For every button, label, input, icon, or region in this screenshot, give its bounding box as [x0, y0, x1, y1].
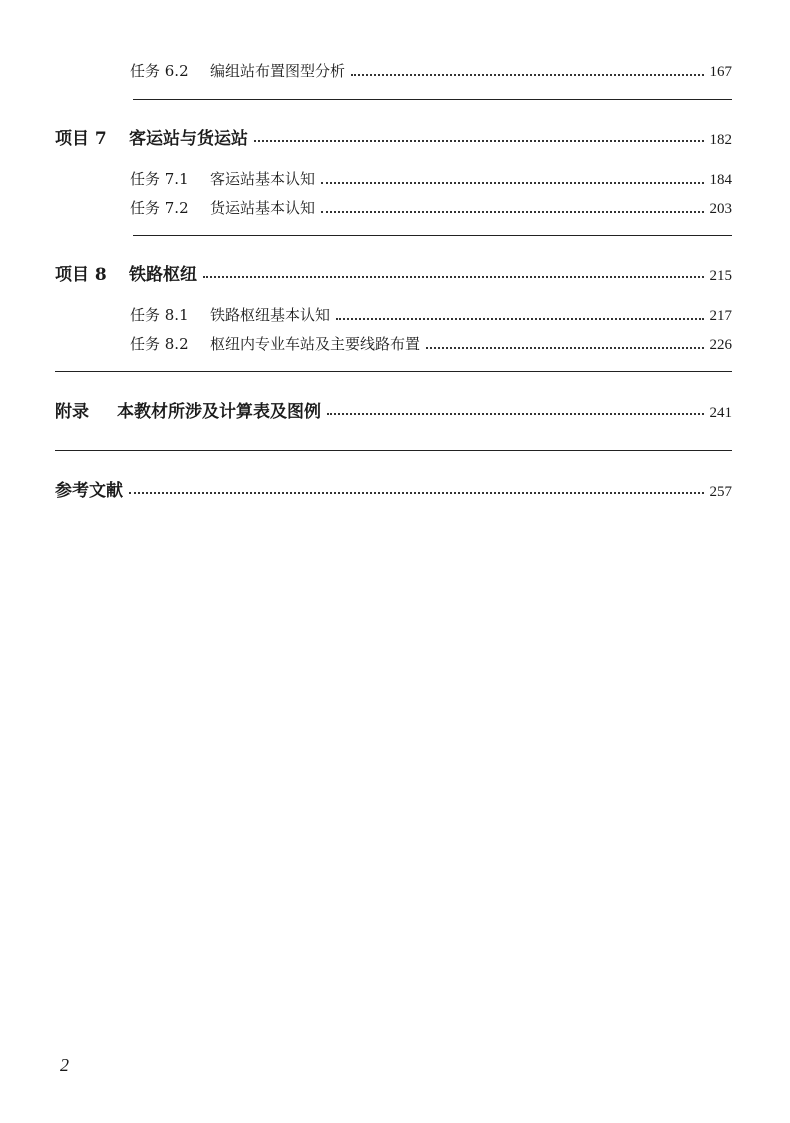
toc-entry-title: 铁路枢纽 — [129, 265, 197, 285]
dot-leader — [203, 276, 704, 278]
toc-entry-page: 241 — [709, 405, 732, 421]
toc-entry-page: 215 — [709, 268, 732, 284]
toc-entry-title: 枢纽内专业车站及主要线路布置 — [210, 335, 421, 353]
dot-leader — [327, 413, 704, 415]
toc-entry-title: 货运站基本认知 — [210, 199, 316, 217]
toc-entry-title: 本教材所涉及计算表及图例 — [117, 402, 321, 422]
dot-leader — [351, 74, 703, 76]
toc-entry-number: 项目 7 — [55, 129, 107, 149]
toc-entry-number: 任务 7.1 — [130, 170, 189, 188]
toc-entry-title: 客运站与货运站 — [129, 129, 248, 149]
toc-entry-task-7-1[interactable] — [130, 168, 732, 189]
dot-leader — [254, 140, 704, 142]
toc-entry-page: 203 — [709, 201, 732, 217]
dot-leader — [321, 182, 703, 184]
page-number: 2 — [60, 1055, 69, 1075]
toc-entry-page: 184 — [709, 172, 732, 188]
toc-entry-page: 226 — [709, 337, 732, 353]
toc-entry-number: 任务 8.2 — [130, 335, 189, 353]
toc-entry-title: 铁路枢纽基本认知 — [210, 306, 331, 324]
toc-entry-title: 客运站基本认知 — [210, 170, 316, 188]
section-divider — [133, 235, 732, 236]
toc-entry-appendix[interactable] — [55, 397, 732, 422]
toc-entry-page: 182 — [709, 132, 732, 148]
toc-entry-task-8-1[interactable] — [130, 304, 732, 325]
dot-leader — [336, 318, 703, 320]
toc-entry-page: 167 — [709, 64, 732, 80]
toc-entry-task-8-2[interactable] — [130, 333, 732, 354]
dot-leader — [426, 347, 703, 349]
toc-entry-number: 任务 7.2 — [130, 199, 189, 217]
dot-leader — [321, 211, 703, 213]
section-divider — [55, 371, 732, 372]
dot-leader — [129, 492, 704, 494]
toc-entry-number: 任务 8.1 — [130, 306, 189, 324]
toc-entry-task-7-2[interactable] — [130, 197, 732, 218]
section-divider — [55, 450, 732, 451]
toc-entry-number: 项目 8 — [55, 265, 107, 285]
toc-entry-number: 任务 6.2 — [130, 62, 189, 80]
toc-entry-page: 217 — [709, 308, 732, 324]
toc-entry-number: 附录 — [55, 402, 89, 422]
toc-entry-page: 257 — [709, 484, 732, 500]
toc-entry-title: 参考文献 — [55, 481, 123, 501]
section-divider — [133, 99, 732, 100]
toc-entry-project-8[interactable] — [55, 260, 732, 285]
toc-entry-title: 编组站布置图型分析 — [210, 62, 346, 80]
toc-entry-project-7[interactable] — [55, 124, 732, 149]
toc-entry-task-6-2[interactable] — [130, 60, 732, 81]
toc-entry-references[interactable] — [55, 476, 732, 501]
